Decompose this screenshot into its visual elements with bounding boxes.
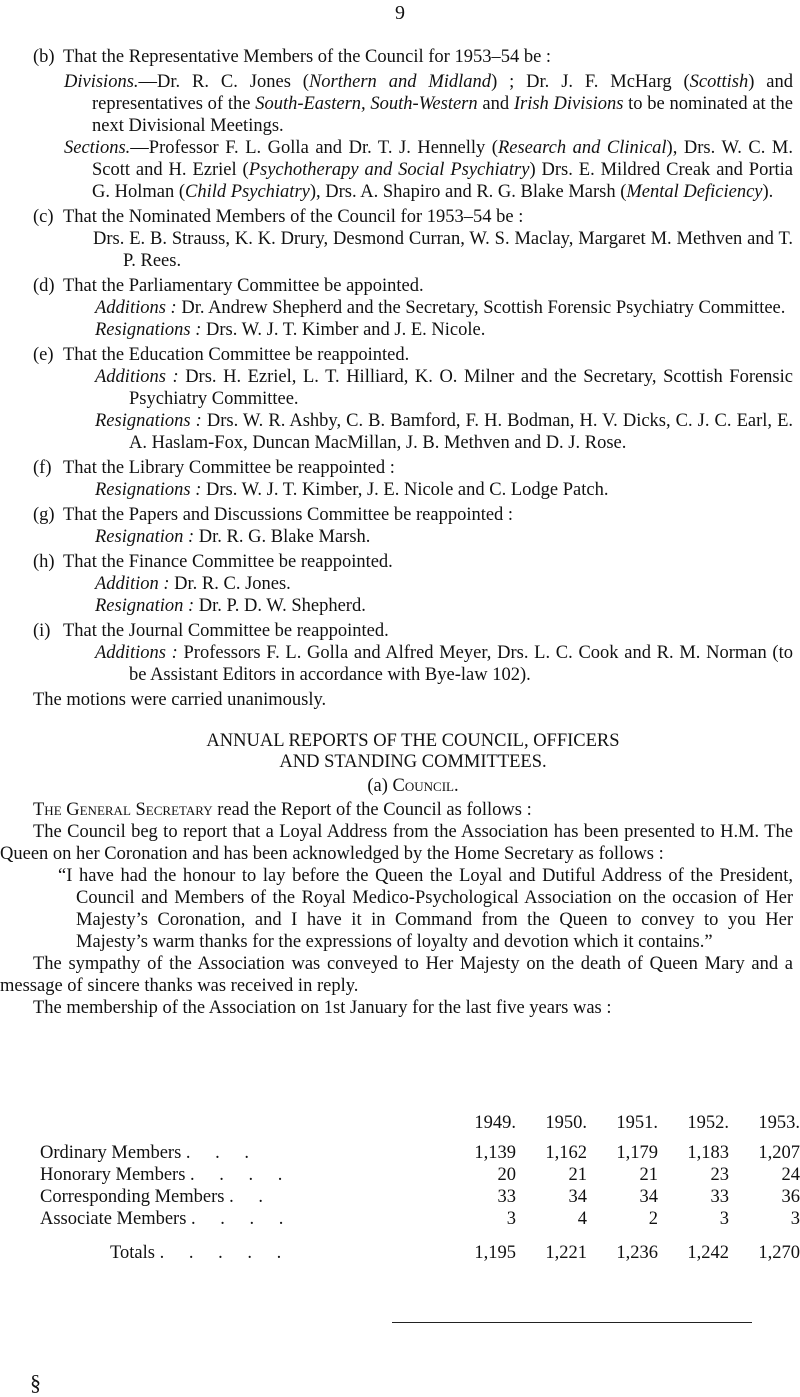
report-paragraph: The sympathy of the Association was conveyed to Her Majesty on the death of Queen Mary and a message of sincere thanks was received in reply.	[0, 954, 793, 996]
motion-c-names: Drs. E. B. Strauss, K. K. Drury, Desmond Curran, W. S. Maclay, Margaret M. Methven and T. P. Rees.	[93, 229, 793, 271]
total-cell: 1,221	[545, 1243, 587, 1263]
secretary-line	[33, 799, 793, 821]
section-name: Child Psychiatry	[185, 182, 310, 202]
divisions-text: —Dr. R. C. Jones (	[138, 72, 309, 92]
row-label: Corresponding Members	[40, 1187, 225, 1207]
motion-label: (d)	[33, 276, 55, 296]
table-cell: 36	[781, 1187, 800, 1207]
membership-table	[40, 1112, 800, 1264]
motion-text: That the Education Committee be reappointed.	[63, 345, 410, 365]
motion-f-resignations	[33, 479, 793, 501]
table-cell: 33	[710, 1187, 729, 1207]
leader-dots: . . . . .	[159, 1243, 292, 1263]
table-cell: 1,162	[545, 1143, 587, 1163]
motion-h-addition	[33, 573, 793, 595]
year-header: 1953.	[758, 1113, 800, 1133]
resignations-text: Drs. W. R. Ashby, C. B. Bamford, F. H. Bodman, H. V. Dicks, C. J. C. Earl, E. A. Haslam-Fox, Duncan MacMillan, J. B. Methven and D. J. Rose.	[129, 411, 793, 453]
table-cell: 1,183	[687, 1143, 729, 1163]
table-cell: 34	[568, 1187, 587, 1207]
leader-dots: . . . .	[190, 1165, 293, 1185]
totals-rule	[392, 1322, 752, 1323]
additions-label: Additions :	[95, 298, 177, 318]
motion-h-resignation	[33, 595, 793, 617]
divisions-text: and	[477, 94, 514, 114]
total-cell: 1,270	[758, 1243, 800, 1263]
table-cell: 3	[719, 1209, 729, 1229]
row-label: Honorary Members	[40, 1165, 186, 1185]
table-cell: 24	[781, 1165, 800, 1185]
motion-c	[33, 206, 793, 228]
reports-heading	[33, 731, 793, 773]
motion-g-resignation	[33, 526, 793, 548]
table-cell: 20	[497, 1165, 517, 1185]
table-cell: 3	[790, 1209, 800, 1229]
resignation-text: Dr. R. G. Blake Marsh.	[194, 527, 371, 547]
motion-text: That the Finance Committee be reappointed.	[63, 552, 393, 572]
motion-d	[33, 275, 793, 297]
motion-text: That the Library Committee be reappointed :	[63, 458, 395, 478]
motion-e	[33, 344, 793, 366]
leader-dots: . . .	[185, 1143, 260, 1163]
table-cell: 1,179	[616, 1143, 658, 1163]
motion-i	[33, 620, 793, 642]
motion-d-additions	[33, 297, 793, 319]
year-header: 1951.	[616, 1113, 658, 1133]
motion-d-resignations	[33, 319, 793, 341]
page-number: 9	[395, 2, 405, 24]
motion-text: That the Journal Committee be reappointed.	[63, 621, 389, 641]
motion-label: (g)	[33, 505, 55, 525]
additions-text: Professors F. L. Golla and Alfred Meyer, Drs. L. C. Cook and R. M. Norman (to be Assistant Editors in accordance with Bye-law 102).	[129, 643, 793, 685]
addition-label: Addition :	[95, 574, 170, 594]
additions-text: Dr. Andrew Shepherd and the Secretary, Scottish Forensic Psychiatry Committee.	[176, 298, 786, 318]
motion-label: (c)	[33, 207, 54, 227]
row-label: Ordinary Members	[40, 1143, 182, 1163]
divisions-text: ) ; Dr. J. F. McHarg (	[491, 72, 690, 92]
totals-row	[40, 1230, 800, 1264]
additions-label: Additions :	[95, 643, 178, 663]
report-paragraph: The membership of the Association on 1st January for the last five years was :	[33, 998, 612, 1018]
sections-text: ).	[762, 182, 774, 202]
motion-text: That the Papers and Discussions Committee be reappointed :	[63, 505, 514, 525]
motion-e-additions	[33, 366, 793, 410]
table-cell: 4	[577, 1209, 587, 1229]
resignations-label: Resignations :	[95, 320, 202, 340]
divisions-text: ) and representatives of the	[92, 72, 794, 114]
division-name: Northern and Midland	[308, 72, 492, 92]
council-title: Council.	[392, 776, 459, 796]
table-row	[40, 1186, 800, 1208]
table-row	[40, 1208, 800, 1230]
table-cell: 2	[648, 1209, 658, 1229]
secretary-text: read the Report of the Council as follows :	[212, 800, 532, 820]
table-cell: 21	[639, 1165, 658, 1185]
resignations-label: Resignations :	[95, 480, 202, 500]
page-content	[0, 46, 794, 1019]
council-subheading	[33, 775, 793, 797]
sections-text: —Professor F. L. Golla and Dr. T. J. Hennelly (	[130, 138, 498, 158]
section-name: Mental Deficiency	[626, 182, 763, 202]
section-mark: §	[30, 1370, 41, 1395]
motion-b-divisions	[33, 71, 793, 137]
resignation-label: Resignation :	[95, 596, 195, 616]
motion-label: (h)	[33, 552, 55, 572]
year-header: 1950.	[545, 1113, 587, 1133]
resignation-text: Dr. P. D. W. Shepherd.	[194, 596, 366, 616]
table-cell: 1,139	[474, 1143, 517, 1163]
motion-b	[33, 46, 793, 68]
addition-text: Dr. R. C. Jones.	[169, 574, 291, 594]
council-label: (a)	[367, 776, 388, 796]
leader-dots: . . . .	[191, 1209, 294, 1229]
motions-carried: The motions were carried unanimously.	[33, 690, 327, 710]
motion-b-sections	[33, 137, 793, 203]
table-cell: 3	[506, 1209, 517, 1229]
reports-heading-line: ANNUAL REPORTS OF THE COUNCIL, OFFICERS	[206, 731, 620, 751]
table-row	[40, 1164, 800, 1186]
sections-text: ) Drs. E. Mildred Creak and Portia G. Holman (	[92, 160, 793, 202]
division-name: Scottish	[689, 72, 749, 92]
resignations-label: Resignations :	[95, 411, 202, 431]
sections-text: ), Drs. A. Shapiro and R. G. Blake Marsh (	[309, 182, 627, 202]
sections-text: ), Drs. W. C. M. Scott and H. Ezriel (	[92, 138, 793, 180]
motion-f	[33, 457, 793, 479]
division-name: South-Eastern, South-Western	[255, 94, 478, 114]
sections-label: Sections.	[64, 138, 131, 158]
coronation-quote: “I have had the honour to lay before the Queen the Loyal and Dutiful Address of the President, Council and Members of the Royal Medico-Psychological Association on the occasion of Her Majesty’s Coronation, and I have it in Command from the Queen to convey to you Her Majesty’s warm thanks for the expressions of loyalty and devotion which it contains.”	[58, 866, 793, 952]
motion-label: (e)	[33, 345, 54, 365]
totals-label: Totals	[110, 1243, 155, 1263]
section-name: Research and Clinical	[497, 138, 667, 158]
motion-text: That the Parliamentary Committee be appointed.	[63, 276, 424, 296]
motion-text: That the Representative Members of the Council for 1953–54 be :	[63, 47, 552, 67]
additions-text: Drs. H. Ezriel, L. T. Hilliard, K. O. Milner and the Secretary, Scottish Forensic Psychiatry Committee.	[129, 367, 793, 409]
motion-e-resignations	[33, 410, 793, 454]
motion-label: (f)	[33, 458, 52, 478]
table-cell: 21	[568, 1165, 587, 1185]
section-name: Psychotherapy and Social Psychiatry	[248, 160, 530, 180]
table-header-row	[40, 1112, 800, 1134]
resignation-label: Resignation :	[95, 527, 195, 547]
motion-label: (i)	[33, 621, 51, 641]
year-header: 1952.	[687, 1113, 729, 1133]
additions-label: Additions :	[95, 367, 179, 387]
division-name: Irish Divisions	[513, 94, 624, 114]
motion-g	[33, 504, 793, 526]
row-label: Associate Members	[40, 1209, 187, 1229]
total-cell: 1,195	[474, 1243, 517, 1263]
motion-label: (b)	[33, 47, 55, 67]
secretary-label: The General Secretary	[33, 800, 213, 820]
divisions-text: to be nominated at the next Divisional Meetings.	[92, 94, 794, 136]
table-cell: 33	[497, 1187, 517, 1207]
table-cell: 23	[710, 1165, 729, 1185]
motion-i-additions	[33, 642, 793, 686]
table-cell: 1,207	[758, 1143, 800, 1163]
resignations-text: Drs. W. J. T. Kimber and J. E. Nicole.	[201, 320, 486, 340]
table-row	[40, 1142, 800, 1164]
total-cell: 1,242	[687, 1243, 729, 1263]
year-header: 1949.	[474, 1113, 517, 1133]
motion-h	[33, 551, 793, 573]
divisions-label: Divisions.	[64, 72, 139, 92]
leader-dots: . .	[229, 1187, 273, 1207]
resignations-text: Drs. W. J. T. Kimber, J. E. Nicole and C. Lodge Patch.	[201, 480, 609, 500]
reports-heading-line: AND STANDING COMMITTEES.	[279, 752, 547, 772]
table-cell: 34	[639, 1187, 658, 1207]
total-cell: 1,236	[616, 1243, 658, 1263]
motion-text: That the Nominated Members of the Council for 1953–54 be :	[63, 207, 524, 227]
report-paragraph: The Council beg to report that a Loyal Address from the Association has been presented to H.M. The Queen on her Coronation and has been acknowledged by the Home Secretary as follows :	[0, 822, 793, 864]
